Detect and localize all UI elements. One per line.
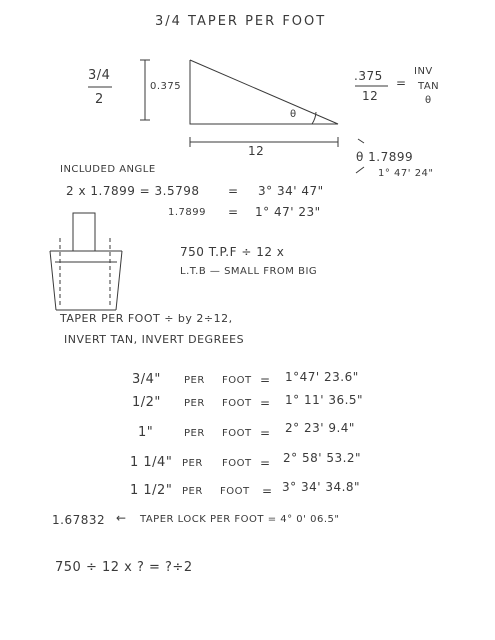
included-angle-heading: INCLUDED ANGLE: [60, 164, 156, 175]
row-value: 1°47' 23.6": [285, 370, 359, 384]
tangent-label: TAN: [418, 81, 440, 92]
row-per: PER: [184, 428, 205, 439]
page-title: 3/4 TAPER PER FOOT: [155, 14, 327, 29]
theta-label: θ: [425, 95, 432, 106]
lock-arrow: ←: [116, 511, 127, 525]
note-line-1: 750 T.P.F ÷ 12 x: [180, 245, 285, 259]
base-label: 12: [248, 144, 265, 158]
included-angle-equals: =: [228, 184, 239, 198]
bottom-equation: 750 ÷ 12 x ? = ?÷2: [55, 560, 193, 575]
height-label: 0.375: [150, 81, 182, 92]
included-angle-calc: 2 x 1.7899 = 3.5798: [66, 184, 200, 198]
row-foot: FOOT: [222, 458, 252, 469]
note-line-2: L.T.B — SMALL FROM BIG: [180, 266, 318, 277]
row-value: 1° 11' 36.5": [285, 393, 364, 407]
half-angle-equals: =: [228, 205, 239, 219]
row-size: 3/4": [132, 372, 161, 387]
left-fraction-denominator: 2: [95, 92, 104, 107]
part-stem: [73, 213, 95, 251]
row-equals: =: [260, 456, 271, 470]
row-size: 1": [138, 425, 154, 440]
theta-decimal-result: θ 1.7899: [356, 150, 414, 164]
instruction-line-1: TAPER PER FOOT ÷ by 2÷12,: [60, 312, 233, 325]
row-value: 2° 58' 53.2": [283, 451, 362, 465]
lock-taper-line: TAPER LOCK PER FOOT = 4° 0' 06.5": [140, 514, 340, 525]
row-foot: FOOT: [220, 486, 250, 497]
part-right-taper: [116, 251, 122, 310]
instruction-line-2: INVERT TAN, INVERT DEGREES: [64, 333, 245, 346]
included-angle-dms: 3° 34' 47": [258, 184, 324, 198]
part-left-taper: [50, 251, 56, 310]
row-equals: =: [260, 396, 271, 410]
row-per: PER: [182, 458, 203, 469]
row-foot: FOOT: [222, 428, 252, 439]
row-value: 2° 23' 9.4": [285, 421, 355, 435]
ratio-equals: =: [396, 76, 407, 90]
row-equals: =: [262, 484, 273, 498]
ratio-denominator: 12: [362, 89, 379, 103]
row-per: PER: [184, 398, 205, 409]
check-mark-top: [358, 139, 364, 143]
row-foot: FOOT: [222, 398, 252, 409]
row-per: PER: [182, 486, 203, 497]
row-per: PER: [184, 375, 205, 386]
theta-dms-result: 1° 47' 24": [378, 168, 434, 179]
angle-label: θ: [290, 109, 297, 120]
left-fraction-numerator: 3/4: [88, 68, 111, 83]
check-mark-bottom: [356, 167, 364, 173]
ratio-numerator: .375: [354, 69, 383, 83]
row-size: 1 1/2": [130, 483, 173, 498]
row-value: 3° 34' 34.8": [282, 480, 361, 494]
row-equals: =: [260, 373, 271, 387]
row-size: 1/2": [132, 395, 161, 410]
row-size: 1 1/4": [130, 455, 173, 470]
half-angle-decimal: 1.7899: [168, 207, 206, 218]
row-equals: =: [260, 426, 271, 440]
inverse-label: INV: [414, 66, 433, 77]
half-angle-dms: 1° 47' 23": [255, 205, 321, 219]
lock-taper-decimal: 1.67832: [52, 513, 106, 527]
row-foot: FOOT: [222, 375, 252, 386]
